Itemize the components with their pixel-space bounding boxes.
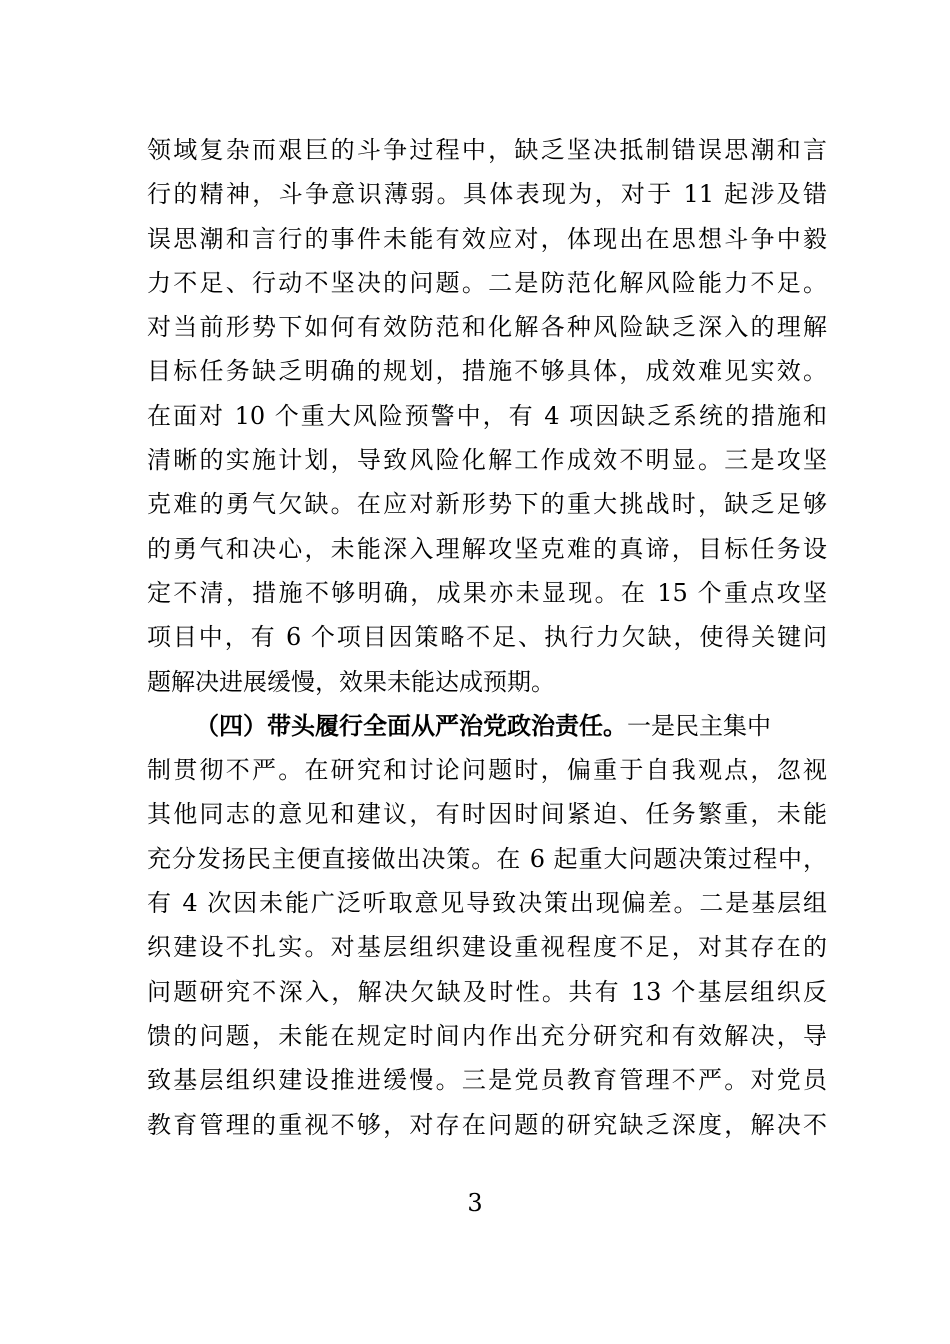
text-line: 题解决进展缓慢，效果未能达成预期。 <box>147 667 555 696</box>
text-line: 领域复杂而艰巨的斗争过程中，缺乏坚决抵制错误思潮和言 <box>147 136 827 164</box>
text-line: 的勇气和决心，未能深入理解攻坚克难的真谛，目标任务设 <box>147 534 827 563</box>
text-line: 织建设不扎实。对基层组织建设重视程度不足，对其存在的 <box>147 933 827 962</box>
text-line: 有 4 次因未能广泛听取意见导致决策出现偏差。二是基层组 <box>147 889 827 918</box>
body-text <box>147 128 827 1147</box>
text-line: 目标任务缺乏明确的规划，措施不够具体，成效难见实效。 <box>147 357 827 386</box>
text-line: 馈的问题，未能在规定时间内作出充分研究和有效解决，导 <box>147 1021 827 1050</box>
text-line: 克难的勇气欠缺。在应对新形势下的重大挑战时，缺乏足够 <box>147 490 827 519</box>
section-first-line-text: 一是民主集中 <box>627 711 771 740</box>
text-line: 制贯彻不严。在研究和讨论问题时，偏重于自我观点，忽视 <box>147 756 827 785</box>
text-line: 定不清，措施不够明确，成果亦未显现。在 15 个重点攻坚 <box>147 578 827 607</box>
section-first-line <box>147 704 827 748</box>
text-line: 清晰的实施计划，导致风险化解工作成效不明显。三是攻坚 <box>147 446 827 475</box>
text-line: 充分发扬民主便直接做出决策。在 6 起重大问题决策过程中， <box>147 844 827 873</box>
text-line: 致基层组织建设推进缓慢。三是党员教育管理不严。对党员 <box>147 1066 827 1095</box>
text-line: 问题研究不深入，解决欠缺及时性。共有 13 个基层组织反 <box>147 977 827 1006</box>
text-line: 对当前形势下如何有效防范和化解各种风险缺乏深入的理解 <box>147 313 827 342</box>
section-heading: （四）带头履行全面从严治党政治责任。 <box>195 710 627 740</box>
text-line: 教育管理的重视不够，对存在问题的研究缺乏深度，解决不 <box>147 1110 827 1139</box>
text-line: 在面对 10 个重大风险预警中，有 4 项因缺乏系统的措施和 <box>147 401 827 430</box>
text-line: 误思潮和言行的事件未能有效应对，体现出在思想斗争中毅 <box>147 224 827 253</box>
text-line: 力不足、行动不坚决的问题。二是防范化解风险能力不足。 <box>147 268 827 297</box>
page-number: 3 <box>467 1189 483 1217</box>
text-line: 项目中，有 6 个项目因策略不足、执行力欠缺，使得关键问 <box>147 623 827 652</box>
text-line: 行的精神，斗争意识薄弱。具体表现为，对于 11 起涉及错 <box>147 180 827 209</box>
text-line: 其他同志的意见和建议，有时因时间紧迫、任务繁重，未能 <box>147 800 827 829</box>
